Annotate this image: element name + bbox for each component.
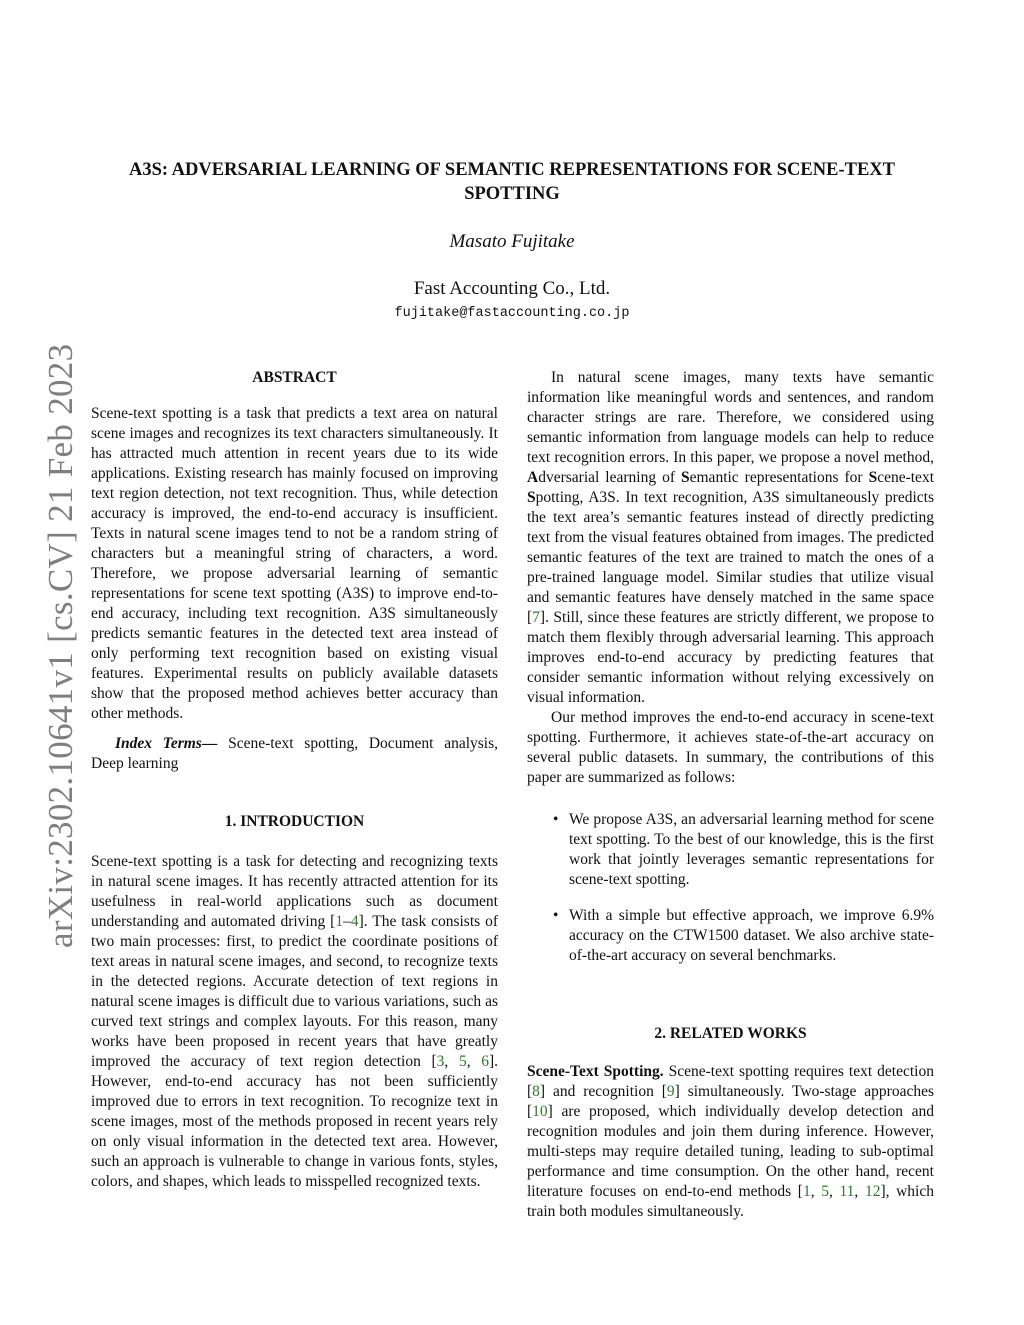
citation-link[interactable]: 1: [335, 913, 344, 930]
contribution-list: [527, 810, 934, 966]
citation-link[interactable]: 5: [821, 1183, 829, 1200]
scene-text-spotting-run-head: Scene-Text Spotting.: [527, 1063, 664, 1080]
citation-link[interactable]: 11: [839, 1183, 855, 1200]
citation-link[interactable]: 7: [532, 609, 540, 626]
citation-link[interactable]: 10: [532, 1103, 548, 1120]
author-name: Masato Fujitake: [449, 231, 575, 252]
citation-link[interactable]: 1: [802, 1183, 811, 1200]
citation-link[interactable]: 9: [666, 1083, 675, 1100]
citation-link[interactable]: 5: [458, 1053, 467, 1070]
citation-link[interactable]: 6: [481, 1053, 489, 1070]
introduction-heading: 1. INTRODUCTION: [224, 813, 365, 830]
bullet-icon: •: [553, 907, 559, 924]
list-item: • We propose A3S, an adversarial learning method for scene text spotting. To the best of our knowledge, this is the first work that jointly leverages semantic representations for scene-text spotting.: [553, 811, 934, 888]
related-works-paragraph: Scene-Text Spotting. Scene-text spotting requires text detection [8] and recognition [9] simultaneously. Two-stage approaches [10] are proposed, which individually develop detection and recognition modules and join them during inference. However, multi-steps may require detailed tuning, leading to sub-optimal performance and time consumption. On the other hand, recent literature focuses on end-to-end methods [1, 5, 11, 12], which train both modules simultaneously.: [527, 1063, 934, 1220]
author-email: fujitake@fastaccounting.co.jp: [394, 306, 630, 321]
arxiv-identifier: arXiv:2302.10641v1 [cs.CV] 21 Feb 2023: [41, 343, 80, 949]
intro-paragraph-2: In natural scene images, many texts have semantic information like meaningful words and sentences, and random character strings are rare. Therefore, we considered using semantic information from language models can help to reduce text recognition errors. In this paper, we propose a novel method, Adversarial learning of Semantic representations for Scene-text Spotting, A3S. In text recognition, A3S simultaneously predicts the text area’s semantic features instead of directly predicting text from the visual features obtained from images. The predicted semantic features of the text are trained to match the ones of a pre-trained language model. Similar studies that utilize visual and semantic features have densely matched in the same space [7]. Still, since these features are strictly different, we propose to match them flexibly through adversarial learning. This approach improves end-to-end accuracy by predicting features that consider semantic information without relying excessively on visual information.: [527, 369, 934, 706]
abstract-heading: ABSTRACT: [252, 369, 337, 386]
list-item: • With a simple but effective approach, we improve 6.9% accuracy on the CTW1500 dataset. We also archive state-of-the-art accuracy on several benchmarks.: [553, 907, 934, 964]
citation-link[interactable]: 8: [532, 1083, 540, 1100]
index-terms-text: Scene-text spotting, Document analysis, Deep learning: [91, 735, 499, 772]
citation-link[interactable]: 4: [350, 913, 359, 930]
paper-title: [88, 158, 936, 206]
bullet-icon: •: [553, 811, 559, 828]
citation-link[interactable]: 12: [864, 1183, 881, 1200]
author-affiliation: Fast Accounting Co., Ltd.: [413, 278, 611, 299]
title-line-2: SPOTTING: [464, 184, 560, 204]
citation-link[interactable]: 3: [436, 1053, 445, 1070]
related-works-heading: 2. RELATED WORKS: [654, 1025, 807, 1042]
intro-paragraph-3: Our method improves the end-to-end accuracy in scene-text spotting. Furthermore, it achieves state-of-the-art accuracy on several public datasets. In summary, the contributions of this paper are summarized as follows:: [527, 709, 934, 786]
right-column: [527, 368, 934, 1222]
intro-paragraph-1: Scene-text spotting is a task for detecting and recognizing texts in natural scene images. It has recently attracted attention for its usefulness in real-world applications such as document understanding and automated driving [1–4]. The task consists of two main processes: first, to predict the coordinate positions of text areas in natural scene images, and second, to recognize texts in the detected regions. Accurate detection of text regions in natural scene images is difficult due to various variations, such as curved text strings and complex layouts. For this reason, many works have been proposed in recent years that have greatly improved the accuracy of text region detection [3, 5, 6]. However, end-to-end accuracy has not been sufficiently improved due to errors in text recognition. To recognize text in scene images, most of the methods proposed in recent years rely on only visual information in the detected text area. However, such an approach is vulnerable to change in various fonts, styles, colors, and shapes, which leads to misspelled recognized texts.: [91, 853, 499, 1190]
index-terms: [91, 734, 498, 774]
index-terms-label: Index Terms—: [115, 735, 218, 752]
title-line-1: A3S: ADVERSARIAL LEARNING OF SEMANTIC REPRESENTATIONS FOR SCENE-TEXT: [129, 160, 895, 180]
left-column: [91, 368, 498, 1192]
abstract-text: Scene-text spotting is a task that predicts a text area on natural scene images and recognizes its text characters simultaneously. It has attracted much attention in recent years due to its wide applications. Existing research has mainly focused on improving text region detection, not text recognition. Thus, while detection accuracy is improved, the end-to-end accuracy is insufficient. Texts in natural scene images tend to not be a random string of characters but a meaningful string of characters, a word. Therefore, we propose adversarial learning of semantic representations for scene text spotting (A3S) to improve end-to-end accuracy, including text recognition. A3S simultaneously predicts semantic features in the detected text area instead of only performing text recognition based on existing visual features. Experimental results on publicly available datasets show that the proposed method achieves better accuracy than other methods.: [91, 405, 498, 722]
